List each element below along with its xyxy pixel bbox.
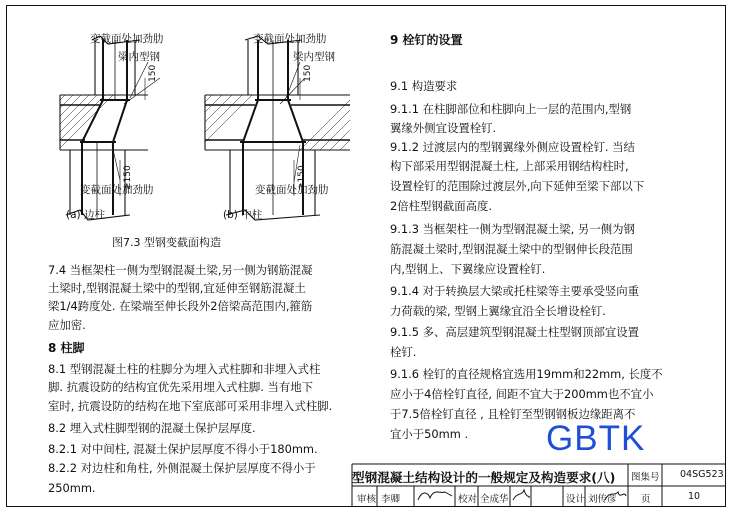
p913-line: 9.1.3 当框架柱一侧为型钢混凝土梁, 另一侧为钢 bbox=[390, 222, 635, 236]
label-stiffener-bottom-b: 变截面处加劲肋 bbox=[255, 184, 329, 196]
subfigure-a-label: (a) 边柱 bbox=[66, 209, 105, 221]
p913-line: 内,型钢上、下翼缘应设置栓钉. bbox=[390, 262, 546, 276]
p822-line: 250mm. bbox=[48, 481, 96, 495]
title-block-title: 型钢混凝土结构设计的一般规定及构造要求(八) bbox=[352, 470, 616, 485]
heading-8: 8 柱脚 bbox=[48, 341, 85, 355]
p912-line: 构下部采用型钢混凝土柱, 上部采用钢结构柱时, bbox=[390, 159, 629, 173]
label-beam-steel-b: 梁内型钢 bbox=[293, 51, 335, 63]
atlas-number: 04SG523 bbox=[680, 469, 724, 480]
p914-line: 力荷载的梁, 型钢上翼缘宜沿全长增设栓钉. bbox=[390, 304, 606, 318]
heading-9: 9 栓钉的设置 bbox=[390, 33, 463, 47]
designer-name: 刘传彦 bbox=[588, 494, 617, 505]
check-label: 校对 bbox=[458, 494, 478, 505]
dim-150-b: 150 bbox=[303, 64, 313, 82]
signature-checker bbox=[513, 490, 529, 500]
p81-line: 室时, 抗震设防的结构在地下室底部可采用非埋入式柱脚. bbox=[48, 399, 333, 413]
p912-line: 设置栓钉的范围除过渡层外,向下延伸至梁下部以下 bbox=[390, 179, 645, 193]
p916-line: 于7.5倍栓钉直径 , 且栓钉至型钢钢板边缘距离不 bbox=[390, 407, 636, 421]
label-stiffener-bottom-a: 变截面处加劲肋 bbox=[80, 184, 154, 196]
page-number: 10 bbox=[688, 491, 701, 502]
p912-line: 2倍柱型钢截面高度. bbox=[390, 199, 492, 213]
p74-line: 应加密. bbox=[48, 318, 86, 332]
dim-ge150-b: ≥150 bbox=[297, 165, 307, 190]
label-stiffener-top-a: 变截面处加劲肋 bbox=[90, 33, 164, 45]
p916-line: 应小于4倍栓钉直径, 间距不宜大于200mm也不宜小 bbox=[390, 387, 654, 401]
p914-line: 9.1.4 对于转换层大梁或托柱梁等主要承受竖向重 bbox=[390, 284, 640, 298]
signature-designer bbox=[605, 492, 626, 500]
p821: 8.2.1 对中间柱, 混凝土保护层厚度不得小于180mm. bbox=[48, 442, 318, 456]
p915-line: 栓钉. bbox=[390, 345, 417, 359]
signature-reviewer bbox=[418, 492, 452, 500]
p81-line: 脚. 抗震设防的结构宜优先采用埋入式柱脚. 当有地下 bbox=[48, 380, 314, 394]
figure-caption: 图7.3 型钢变截面构造 bbox=[112, 236, 221, 249]
dim-150-a: 150 bbox=[148, 64, 158, 82]
p81-line: 8.1 型钢混凝土柱的柱脚分为埋入式柱脚和非埋入式柱 bbox=[48, 362, 321, 376]
page-label: 页 bbox=[641, 494, 651, 505]
p916-line: 宜小于50mm . bbox=[390, 427, 469, 441]
p74-line: 土梁时,型钢混凝土梁中的型钢,宜延伸至钢筋混凝土 bbox=[48, 281, 306, 295]
p911-line: 翼缘外侧宜设置栓钉. bbox=[390, 121, 497, 135]
p74-line: 梁1/4跨度处. 在梁端至伸长段外2倍梁高范围内,箍筋 bbox=[48, 299, 313, 313]
label-stiffener-top-b: 变截面处加劲肋 bbox=[253, 33, 327, 45]
review-label: 审核 bbox=[357, 494, 377, 505]
atlas-label: 图集号 bbox=[631, 472, 660, 483]
label-beam-steel-a: 梁内型钢 bbox=[118, 51, 160, 63]
reviewer-name: 李卿 bbox=[381, 494, 401, 505]
p822-line: 8.2.2 对边柱和角柱, 外侧混凝土保护层厚度不得小于 bbox=[48, 461, 316, 475]
p913-line: 筋混凝土梁时,型钢混凝土梁中的型钢伸长段范围 bbox=[390, 242, 633, 256]
checker-name: 全成华 bbox=[480, 494, 509, 505]
p912-line: 9.1.2 过渡层内的型钢翼缘外侧应设置栓钉. 当结 bbox=[390, 140, 635, 154]
p82: 8.2 埋入式柱脚型钢的混凝土保护层厚度. bbox=[48, 421, 256, 435]
watermark-logo: GBTK bbox=[546, 419, 646, 458]
subfigure-b-label: (b) 中柱 bbox=[223, 209, 263, 221]
p911-line: 9.1.1 在柱脚部位和柱脚向上一层的范围内,型钢 bbox=[390, 102, 632, 116]
p74-line: 7.4 当框架柱一侧为型钢混凝土梁,另一侧为钢筋混凝 bbox=[48, 263, 313, 277]
design-label: 设计 bbox=[566, 494, 586, 505]
heading-9-1: 9.1 构造要求 bbox=[390, 79, 458, 93]
dim-ge150-a: ≥150 bbox=[123, 165, 133, 190]
p916-line: 9.1.6 栓钉的直径规格宜选用19mm和22mm, 长度不 bbox=[390, 367, 663, 381]
p915-line: 9.1.5 多、高层建筑型钢混凝土柱型钢顶部宜设置 bbox=[390, 325, 640, 339]
